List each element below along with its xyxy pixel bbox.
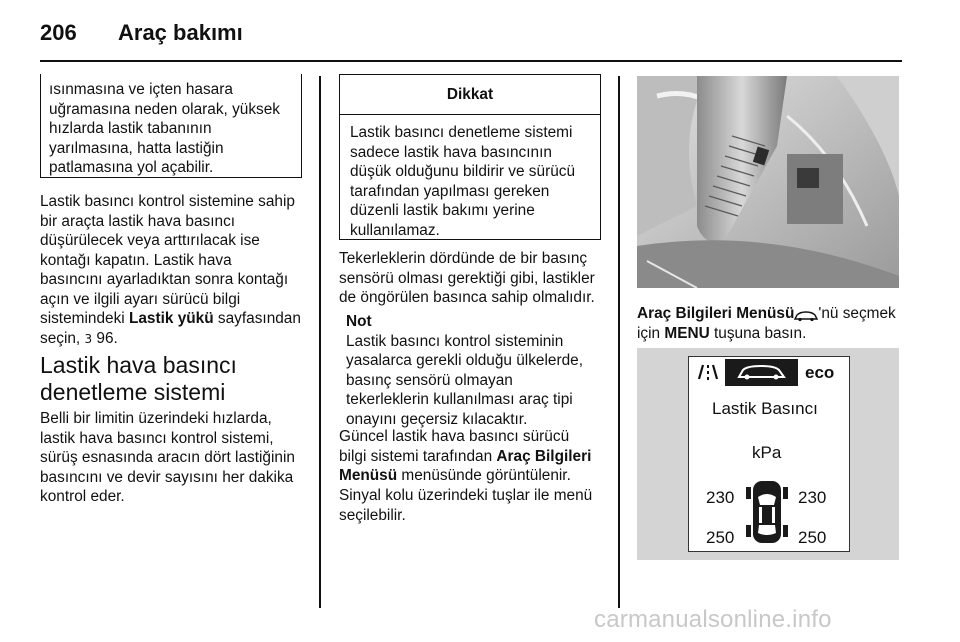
tyre-pressure-display [688, 356, 850, 552]
road-lane-icon [699, 365, 717, 380]
steering-column-stalk-photo [637, 76, 899, 288]
box-line: patlamasına yol açabilir. [49, 159, 214, 176]
front-right-pressure: 230 [798, 488, 827, 507]
menu-name-bold: Araç Bilgileri Menüsü [637, 305, 795, 322]
caution-body: Lastik basıncı denetleme sistemi sadece lastik hava basıncının düşük olduğunu bildirir ve sürücü tarafından yapılması gereken düzenli lastik bakımı yerine kullanılamaz. [350, 124, 576, 239]
box-line: yarılmasına, hatta lastiğin [49, 139, 224, 157]
stalk-paragraph: Sinyal kolu üzerindeki tuşlar ile menü seçilebilir. [339, 487, 593, 524]
pressure-unit: kPa [752, 443, 782, 462]
car-icon [794, 308, 818, 320]
caution-title: Dikkat [340, 75, 600, 115]
section-intro-paragraph: Belli bir limitin üzerindeki hızlarda, lastik hava basıncı kontrol sistemi, sürüş esnasında aracın dört lastiğinin basıncını ve devir sayısını her dakika kontrol eder. [40, 410, 295, 505]
box-line: uğramasına neden olarak, yüksek [49, 100, 280, 118]
continued-warning-box [40, 74, 302, 178]
car-selected-icon [725, 359, 798, 386]
menu-instruction-caption: Araç Bilgileri Menüsü 'nü seçmek için MENU tuşuna basın. [637, 305, 896, 342]
menu-name-bold: Menüsü [339, 467, 398, 484]
display-title: Lastik Basıncı [712, 399, 818, 418]
eco-label: eco [805, 363, 835, 382]
column-divider-1 [319, 76, 321, 608]
box-line: hızlarda lastik tabanının [49, 120, 212, 137]
rear-right-pressure: 250 [798, 528, 827, 547]
page-reference[interactable]: 96. [92, 329, 118, 347]
page-number: 206 [40, 20, 77, 45]
sensor-paragraph: Tekerleklerin dördünde de bir basınç sensörü olması gerektiği gibi, lastikler de öngörülen basınca sahip olmalıdır. [339, 250, 595, 306]
menu-item-tyre-load: Lastik yükü [128, 310, 214, 327]
column-divider-2 [618, 76, 620, 608]
menu-button-label: MENU [664, 324, 710, 342]
rear-left-pressure: 250 [706, 528, 735, 547]
pressure-adjust-paragraph: Lastik basıncı kontrol sistemine sahip bir araçta lastik hava basıncı düşürülecek veya arttırılacak ise kontağı kapatın. Lastik hava basıncını ayarladıktan sonra kontağı açın ve ilgili ayarı sürücü bilgi sistemindeki Lastik yükü sayfasından seçin, 3 96. [40, 193, 301, 347]
watermark: carmanualsonline.info [594, 606, 832, 633]
page-title: Araç bakımı [118, 20, 243, 45]
note-block: Not Lastik basıncı kontrol sisteminin yasalarca gerekli olduğu ülkelerde, basınç sensörü olmayan tekerleklerin kullanılması araç tipi onayını geçersiz kılacaktır. [346, 312, 606, 429]
box-line: ısınmasına ve içten hasara [49, 81, 233, 98]
caution-box [339, 74, 601, 240]
header-rule [40, 60, 902, 62]
note-title: Not [346, 313, 372, 330]
page-header [40, 16, 900, 62]
front-left-pressure: 230 [706, 488, 735, 507]
stalk-photo-illustration [637, 76, 899, 288]
menu-name-bold: Araç Bilgileri [496, 447, 592, 465]
page-ref-arrow-icon: 3 [84, 331, 93, 346]
display-paragraph: Güncel lastik hava basıncı sürücü bilgi sistemi tarafından Araç Bilgileri Menüsü menüsünde görüntülenir. [339, 428, 592, 484]
section-heading: Lastik hava basıncı denetleme sistemi [40, 352, 237, 405]
vehicle-top-view-icon [745, 479, 789, 545]
